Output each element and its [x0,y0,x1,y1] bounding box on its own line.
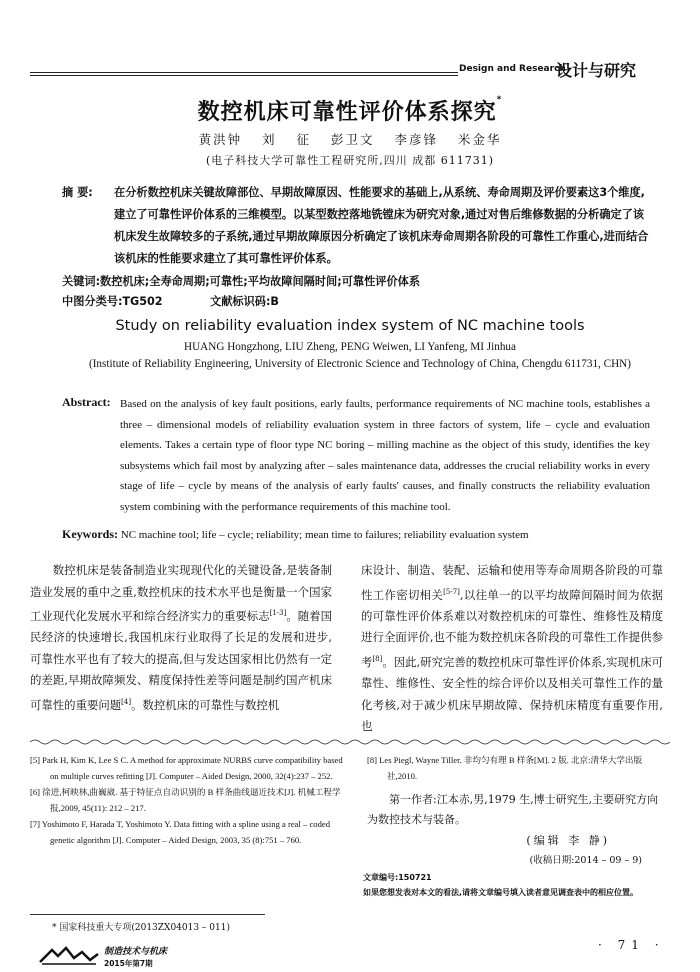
abstract-label: 摘 要: [62,186,93,199]
references-right [367,752,667,784]
body-text: 床设计、制造、装配、运输和使用等寿命周期各阶段的可靠性工作密切相关 [361,563,663,602]
reference-item: [7] Yoshimoto F, Harada T, Yoshimoto Y. Data fitting with a spline using a real – coded genetic algorithm [J]. Computer – Aided Design, 2003, 35 (8):751 – 760. [30,819,330,845]
body-column-left [30,560,332,716]
body-text: ,以往单一的以平均故障间隔时间为依据的可靠性评价体系难以对数控机床的可靠性、维修性及精度进行全面评价,也不能为数控机床各阶段的可靠性工作提供参考 [361,587,663,669]
keywords-cn [62,271,420,293]
section-separator [30,738,670,746]
funding-footnote: * 国家科技重大专项(2013ZX04013 – 011) [52,923,230,933]
title-text: 数控机床可靠性评价体系探究 [197,100,497,125]
section-label-en: Design and Research [459,64,566,74]
citation: [1-3] [269,609,287,617]
english-keywords [62,527,529,542]
reference-item: [5] Park H, Kim K, Lee S C. A method for approximate NURBS curve compatibility based on multiple curves refitting [J]. Computer – Aided Design, 2000, 32(4):237 – 252. [30,755,343,781]
magazine-name: 制造技术与机床 [104,947,168,957]
body-text: 。因此,研究完善的数控机床可靠性评价体系,实现机床可靠性、维修性、安全性的综合评价以及相关可靠性工作的量化考核,对于减少机床早期故障、保持机床精度有重要作用,也 [361,654,663,734]
english-keywords-text: NC machine tool; life – cycle; reliability; mean time to failures; reliability evaluation system [120,529,529,541]
english-title: Study on reliability evaluation index system of NC machine tools [115,318,585,334]
english-abstract-text: Based on the analysis of key fault positions, early faults, performance requirements of NC machine tools, establishes a three – dimensional models of reliability evaluation system in three factors of system, life – cycle and evaluation elements. Takes a certain type of floor type NC boring – milling machine as the object of this study, identifies the key subsystems which fail most by analyzing after – sales maintenance data, addresses the crucial reliability works in every stage of life – cycle by means of the analysis of early faults' causes, and finally constructs the reliability evaluation system combining with the performance requirements of this machine tool. [120,398,650,513]
keywords-label: 关键词: [62,275,101,288]
reference-item: [6] 徐进,柯映林,曲巍崴. 基于特征点自动识别的 B 样条曲线逼近技术[J]. 机械工程学报,2009, 45(11): 212 – 217. [30,787,341,813]
paper-title [0,95,700,126]
page-number: · 71 · [598,938,665,952]
title-footnote-mark: * [496,95,503,105]
citation: [4] [121,697,132,706]
issue-label: 2015年第7期 [104,959,153,968]
body-paragraph [30,560,332,716]
citation: [5-7] [443,587,460,596]
header-rule [30,72,458,73]
document-code: 文献标识码:B [210,295,279,308]
english-affiliation: (Institute of Reliability Engineering, University of Electronic Science and Technology of China, Chengdu 611731, CHN) [88,358,631,370]
reference-item: [8] Les Piegl, Wayne Tiller. 非均匀有理 B 样条[M]. 2 版. 北京:清华大学出版社,2010. [367,755,643,781]
english-authors: HUANG Hongzhong, LIU Zheng, PENG Weiwen, LI Yanfeng, MI Jinhua [184,341,516,353]
footnote-rule [30,914,265,915]
affiliation: (电子科技大学可靠性工程研究所,四川 成都 611731) [205,154,495,167]
header-rule-2 [30,75,458,76]
body-text: 。数控机床的可靠性与数控机 [131,697,280,712]
english-keywords-label: Keywords: [62,527,118,541]
clc-number: 中图分类号:TG502 [62,295,163,308]
citation: [8] [372,654,383,663]
body-text: 。随着国民经济的快速增长,我国机床行业取得了长足的发展和进步,可靠性水平也有了较大的提高,但与发达国家相比仍然有一定的差距,早期故障频发、精度保持性差等问题是制约国产机床可靠性的重要问题 [30,608,332,712]
editor-note: (编辑 李 静) [526,834,610,847]
reader-notice: 如果您想发表对本文的看法,请将文章编号填入读者意见调查表中的相应位置。 [363,888,639,897]
body-text: 数控机床是装备制造业实现现代化的关键设备,是装备制造业发展的重中之重,数控机床的技术水平也是衡量一个国家工业现代化发展水平和综合经济实力的重要标志 [30,563,332,623]
article-number: 文章编号:150721 [363,873,432,882]
received-date: (收稿日期:2014 – 09 – 9) [529,855,642,866]
english-abstract-label: Abstract: [62,395,111,409]
authors: 黄洪钟 刘 征 彭卫文 李彦锋 米金华 [198,132,502,147]
keywords-text: 数控机床;全寿命周期;可靠性;平均故障间隔时间;可靠性评价体系 [100,275,421,288]
body-column-right [361,560,663,738]
section-label-cn: 设计与研究 [556,61,637,80]
first-author-note: 第一作者:江本赤,男,1979 生,博士研究生,主要研究方向为数控技术与装备。 [367,793,659,826]
body-paragraph [361,560,663,738]
abstract-text: 在分析数控机床关键故障部位、早期故障原因、性能要求的基础上,从系统、寿命周期及评价要素这3个维度,建立了可靠性评价体系的三维模型。以某型数控落地铣镗床为研究对象,通过对售后维修数据的分析确定了该机床发生故障较多的子系统,通过早期故障原因分析确定了该机床寿命周期各阶段的可靠性工作重心,进而结合该机床的性能要求建立了其可靠性评价体系。 [114,186,649,265]
